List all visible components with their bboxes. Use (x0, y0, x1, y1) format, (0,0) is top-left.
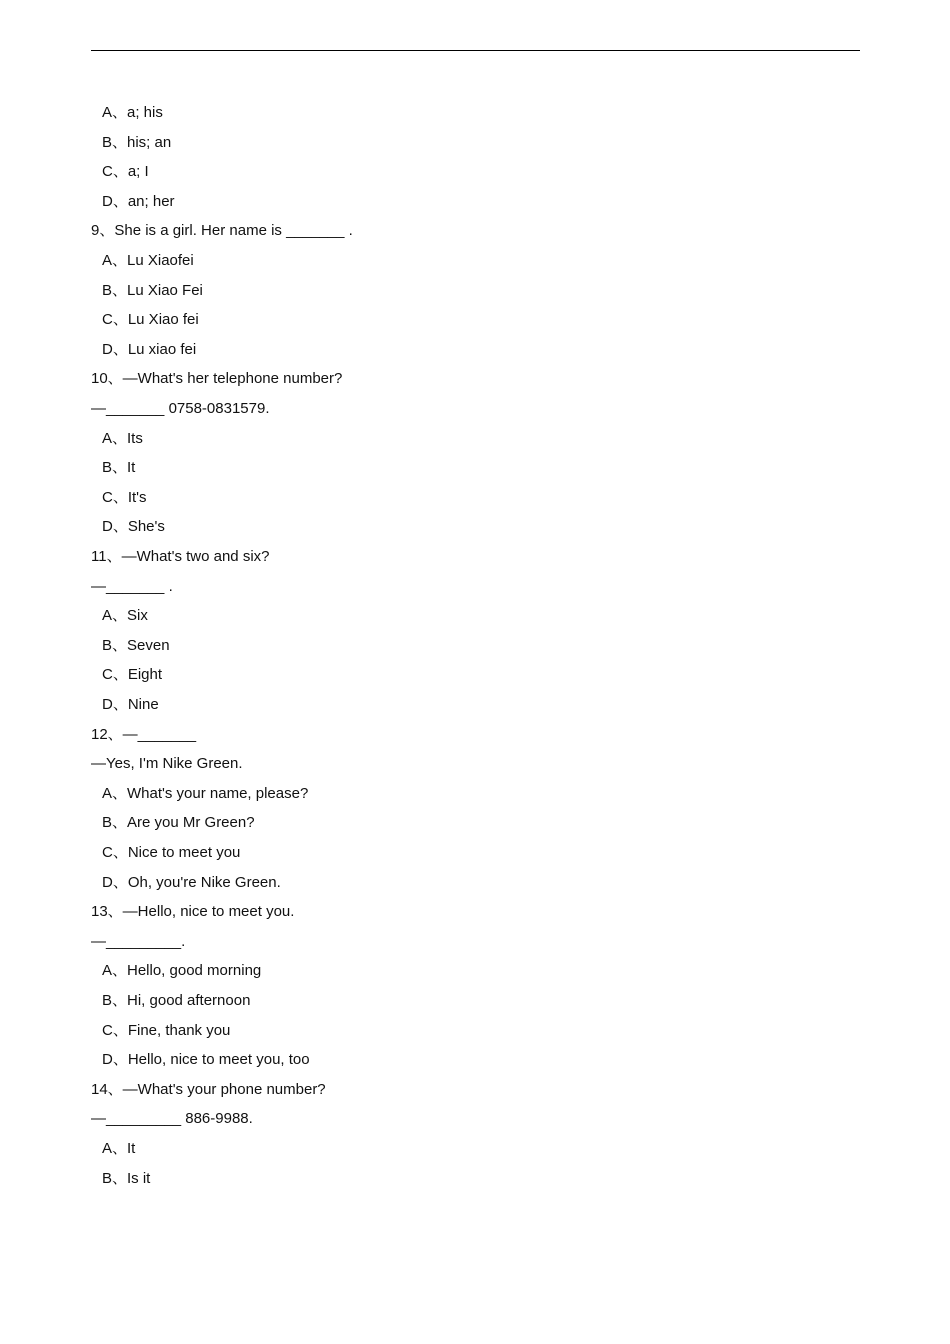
answer-option: C、a; I (102, 163, 149, 181)
answer-option: C、Nice to meet you (102, 844, 241, 861)
answer-option: D、Nine (102, 696, 159, 713)
answer-option: B、Is it (102, 1169, 151, 1187)
answer-option: C、Lu Xiao fei (102, 311, 199, 329)
answer-option: D、an; her (102, 192, 175, 210)
answer-option: D、Oh, you're Nike Green. (102, 873, 281, 891)
answer-option: A、What's your name, please? (102, 784, 309, 802)
question-line: 14、—What's your phone number? (91, 1080, 326, 1098)
question-line: —_________. (91, 932, 186, 950)
answer-option: B、Are you Mr Green? (102, 814, 255, 832)
answer-option: B、It (102, 459, 136, 477)
question-line: —Yes, I'm Nike Green. (91, 755, 243, 773)
answer-option: B、his; an (102, 133, 172, 151)
answer-option: A、a; his (102, 104, 163, 121)
answer-option: A、Six (102, 607, 148, 625)
answer-option: D、Lu xiao fei (102, 340, 197, 358)
question-line: 12、—_______ (91, 725, 197, 743)
question-line: 11、—What's two and six? (91, 548, 270, 565)
header-rule (91, 50, 860, 51)
answer-option: A、It (102, 1140, 136, 1157)
question-line: 10、—What's her telephone number? (91, 370, 343, 388)
answer-option: B、Seven (102, 636, 170, 654)
question-line: —_________ 886-9988. (91, 1110, 253, 1128)
question-line: 13、—Hello, nice to meet you. (91, 903, 295, 921)
answer-option: A、Its (102, 429, 143, 447)
answer-option: B、Lu Xiao Fei (102, 281, 203, 299)
answer-option: A、Hello, good morning (102, 962, 262, 980)
answer-option: D、She's (102, 518, 165, 536)
answer-option: C、It's (102, 488, 147, 506)
answer-option: C、Fine, thank you (102, 1021, 231, 1039)
answer-option: D、Hello, nice to meet you, too (102, 1051, 310, 1069)
answer-option: A、Lu Xiaofei (102, 252, 194, 269)
question-line: —_______ . (91, 577, 173, 595)
answer-option: C、Eight (102, 666, 163, 684)
question-line: 9、She is a girl. Her name is _______ . (91, 222, 353, 240)
question-line: —_______ 0758-0831579. (91, 400, 270, 417)
answer-option: B、Hi, good afternoon (102, 992, 251, 1009)
